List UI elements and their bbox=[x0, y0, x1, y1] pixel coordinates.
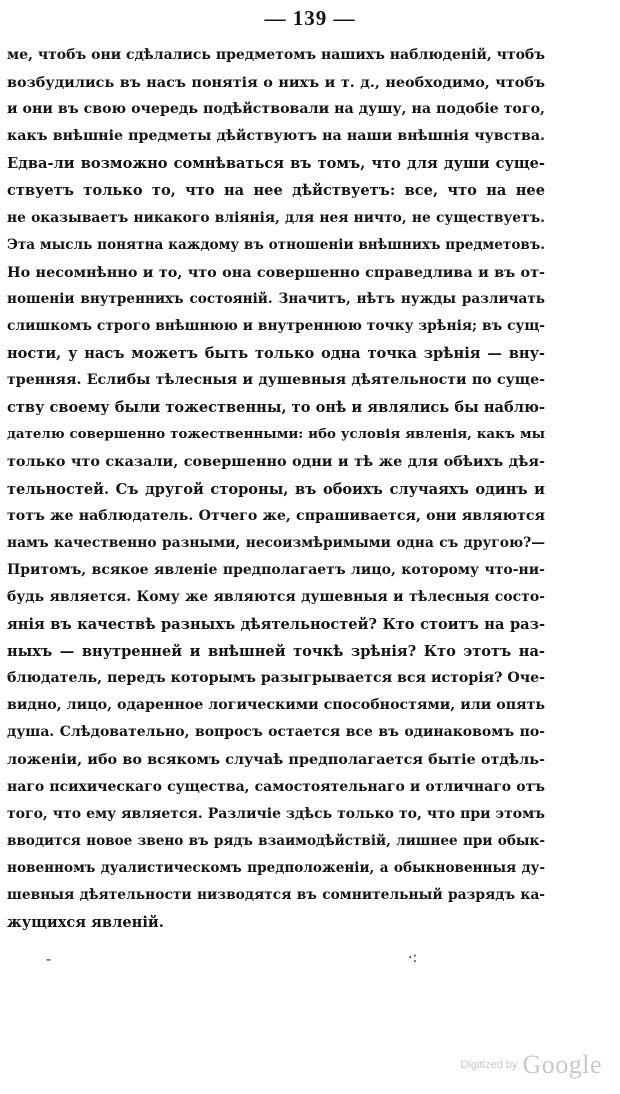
text-line: янія въ качествѣ разныхъ дѣятельностей? Кто стоитъ на раз- bbox=[7, 615, 545, 633]
text-line: того, что ему является. Различіе здѣсь только то, что при этомъ bbox=[7, 805, 545, 822]
text-line: новенномъ дуалистическомъ предположеніи, а обыкновенныя ду- bbox=[7, 859, 545, 876]
watermark-prefix: Digitized by bbox=[460, 1059, 518, 1071]
text-line: возбудились въ насъ понятія о нихъ и т. д., необходимо, чтобъ bbox=[7, 74, 545, 92]
text-line: вводится новое звено въ рядъ взаимодѣйствій, лишнее при обык- bbox=[7, 832, 545, 849]
text-line: жущихся явленій. bbox=[7, 914, 164, 931]
body-text bbox=[7, 42, 545, 936]
text-line: ложеніи, ибо во всякомъ случаѣ предполагается бытіе отдѣль- bbox=[7, 751, 545, 769]
text-line: дателю совершенно тожественными: ибо условія явленія, какъ мы bbox=[7, 426, 545, 443]
text-line: ности, у насъ можетъ быть только одна точка зрѣнія — вну- bbox=[7, 345, 545, 363]
text-line: какъ внѣшніе предметы дѣйствуютъ на наши внѣшнія чувства. bbox=[7, 128, 545, 145]
text-line: будь является. Кому же являются душевныя и тѣлесныя состо- bbox=[7, 588, 545, 605]
text-line: шевныя дѣятельности низводятся въ сомнительный разрядъ ка- bbox=[7, 886, 545, 903]
text-line: и они въ свою очередь подѣйствовали на душу, на подобіе того, bbox=[7, 101, 545, 118]
text-line: ству своему были тожественны, то онѣ и являлись бы наблю- bbox=[7, 399, 545, 417]
stray-mark: ·: bbox=[408, 950, 418, 966]
text-line: Едва-ли возможно сомнѣваться въ томъ, что для души суще- bbox=[7, 155, 545, 173]
text-line: ме, чтобъ они сдѣлались предметомъ нашихъ наблюденій, чтобъ bbox=[7, 47, 545, 63]
text-line: тельностей. Съ другой стороны, въ обоихъ случаяхъ одинъ и bbox=[7, 480, 545, 498]
text-line: видно, лицо, одаренное логическими способностями, или опять bbox=[7, 697, 545, 714]
text-line: наго психическаго существа, самостоятельнаго и отличнаго отъ bbox=[7, 778, 545, 795]
text-line: Притомъ, всякое явленіе предполагаетъ лицо, которому что-ни- bbox=[7, 561, 545, 578]
text-line: тотъ же наблюдатель. Отчего же, спрашивается, они являются bbox=[7, 507, 545, 524]
text-line: слишкомъ строго внѣшнюю и внутреннюю точку зрѣнія; въ сущ- bbox=[7, 317, 545, 334]
text-line: ношеніи внутреннихъ состояній. Значитъ, нѣтъ нужды различать bbox=[7, 290, 545, 307]
text-line: душа. Слѣдовательно, вопросъ остается все въ одинаковомъ по- bbox=[7, 724, 545, 741]
stray-mark: - bbox=[46, 952, 52, 968]
text-line: ныхъ — внутренней и внѣшней точкѣ зрѣнія? Кто этотъ на- bbox=[7, 643, 545, 661]
text-line: только что сказали, совершенно одни и тѣ же для обѣихъ дѣя- bbox=[7, 453, 545, 471]
text-line: ствуетъ только то, что на нее дѣйствуетъ: все, что на нее bbox=[7, 182, 545, 200]
digitized-watermark bbox=[461, 1050, 603, 1080]
text-line: намъ качественно разными, несоизмѣримыми одна съ другою?— bbox=[7, 534, 545, 551]
page-number: — 139 — bbox=[264, 6, 356, 30]
text-line: не оказываетъ никакого вліянія, для нея ничто, не существуетъ. bbox=[7, 209, 545, 226]
text-line: тренняя. Еслибы тѣлесныя и душевныя дѣятельности по суще- bbox=[7, 372, 545, 389]
google-logo: Google bbox=[522, 1050, 602, 1079]
text-line: Но несомнѣнно и то, что она совершенно справедлива и въ от- bbox=[7, 263, 545, 281]
text-line: Эта мысль понятна каждому въ отношеніи внѣшнихъ предметовъ. bbox=[7, 236, 545, 253]
text-line: блюдатель, передъ которымъ разыгрывается вся исторія? Оче- bbox=[7, 670, 546, 687]
